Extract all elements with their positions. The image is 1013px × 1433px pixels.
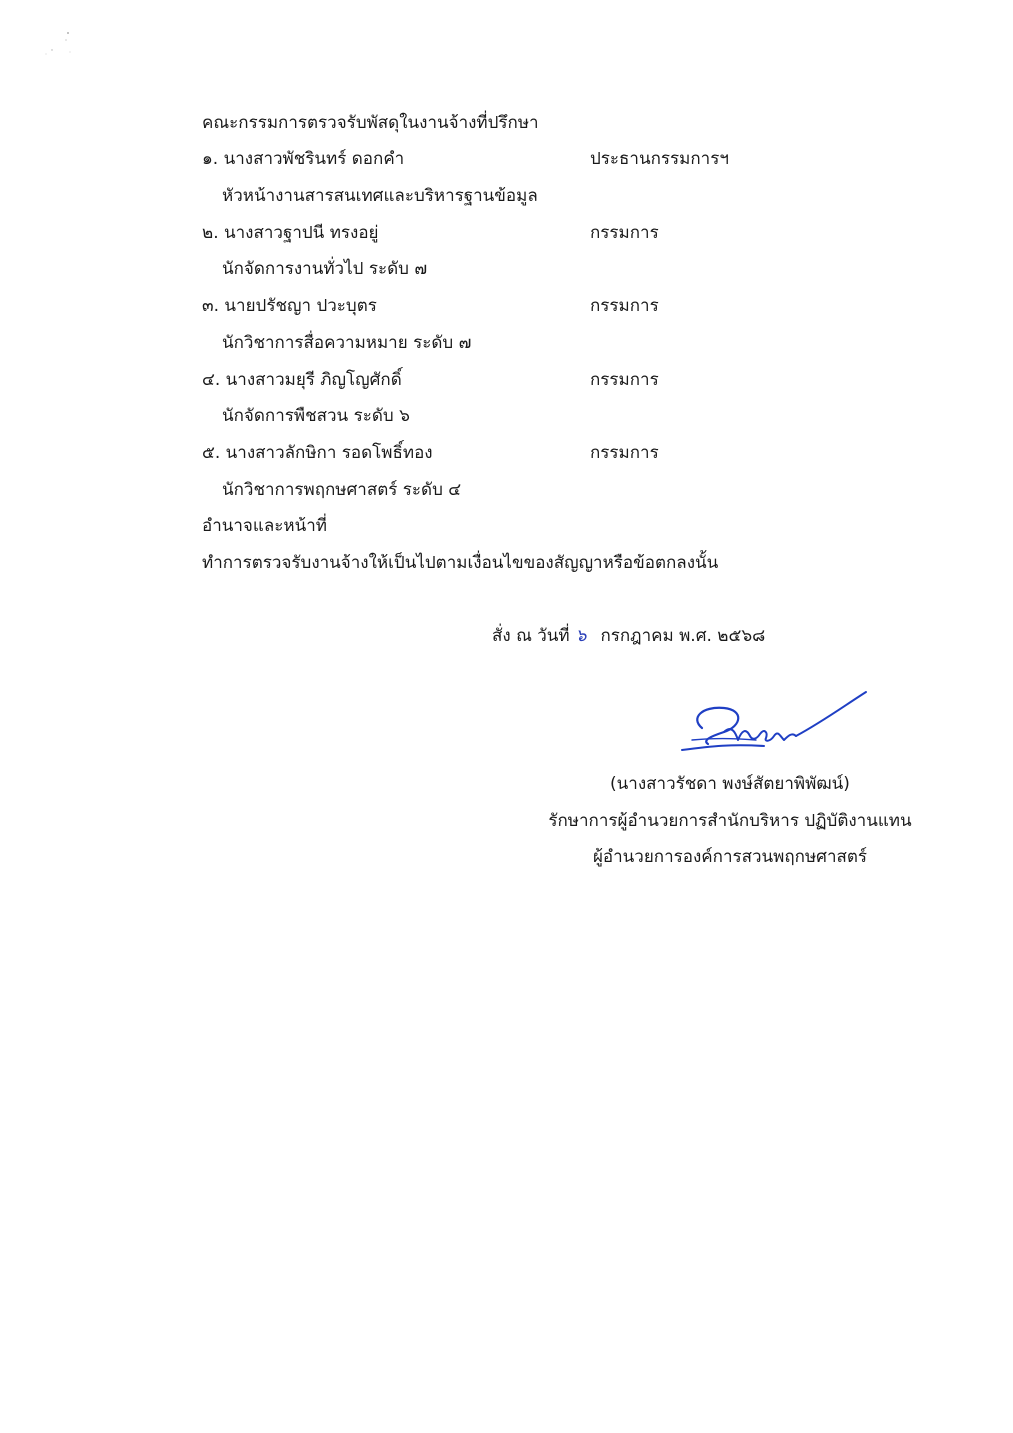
member-3-role: กรรมการ: [590, 296, 659, 316]
member-5-name: ๕. นางสาวลักษิกา รอดโพธิ์ทอง: [202, 443, 433, 463]
duties-text: ทำการตรวจรับงานจ้างให้เป็นไปตามเงื่อนไขของสัญญาหรือข้อตกลงนั้น: [202, 553, 719, 573]
committee-heading: คณะกรรมการตรวจรับพัสดุในงานจ้างที่ปรึกษา: [202, 113, 539, 133]
order-date-month-year: กรกฎาคม พ.ศ. ๒๕๖๘: [600, 626, 766, 646]
member-1-role: ประธานกรรมการฯ: [590, 149, 729, 169]
signer-title-line2: ผู้อำนวยการองค์การสวนพฤกษศาสตร์: [592, 847, 868, 867]
member-3-name: ๓. นายปรัชญา ปวะบุตร: [202, 296, 377, 316]
member-4-name: ๔. นางสาวมยุรี ภิญโญศักดิ์: [202, 370, 402, 390]
order-date: [492, 625, 765, 647]
member-3-position: นักวิชาการสื่อความหมาย ระดับ ๗: [222, 333, 472, 353]
member-1-name: ๑. นางสาวพัชรินทร์ ดอกคำ: [202, 149, 405, 169]
member-4-role: กรรมการ: [590, 370, 659, 390]
member-2-name: ๒. นางสาวฐาปนี ทรงอยู่: [202, 223, 379, 243]
member-2-role: กรรมการ: [590, 223, 659, 243]
duties-heading: อำนาจและหน้าที่: [202, 516, 327, 536]
handwritten-signature: [672, 688, 872, 760]
scan-speck-marks: [42, 30, 72, 60]
member-5-position: นักวิชาการพฤกษศาสตร์ ระดับ ๔: [222, 480, 462, 500]
member-4-position: นักจัดการพืชสวน ระดับ ๖: [222, 406, 410, 426]
member-2-position: นักจัดการงานทั่วไป ระดับ ๗: [222, 259, 428, 279]
signer-name: (นางสาวรัชดา พงษ์สัตยาพิพัฒน์): [610, 774, 850, 794]
order-date-day: ๖: [575, 626, 587, 646]
order-date-prefix: สั่ง ณ วันที่: [492, 626, 570, 646]
member-5-role: กรรมการ: [590, 443, 659, 463]
member-1-position: หัวหน้างานสารสนเทศและบริหารฐานข้อมูล: [222, 186, 538, 206]
signer-title-line1: รักษาการผู้อำนวยการสำนักบริหาร ปฏิบัติงานแทน: [548, 811, 912, 831]
